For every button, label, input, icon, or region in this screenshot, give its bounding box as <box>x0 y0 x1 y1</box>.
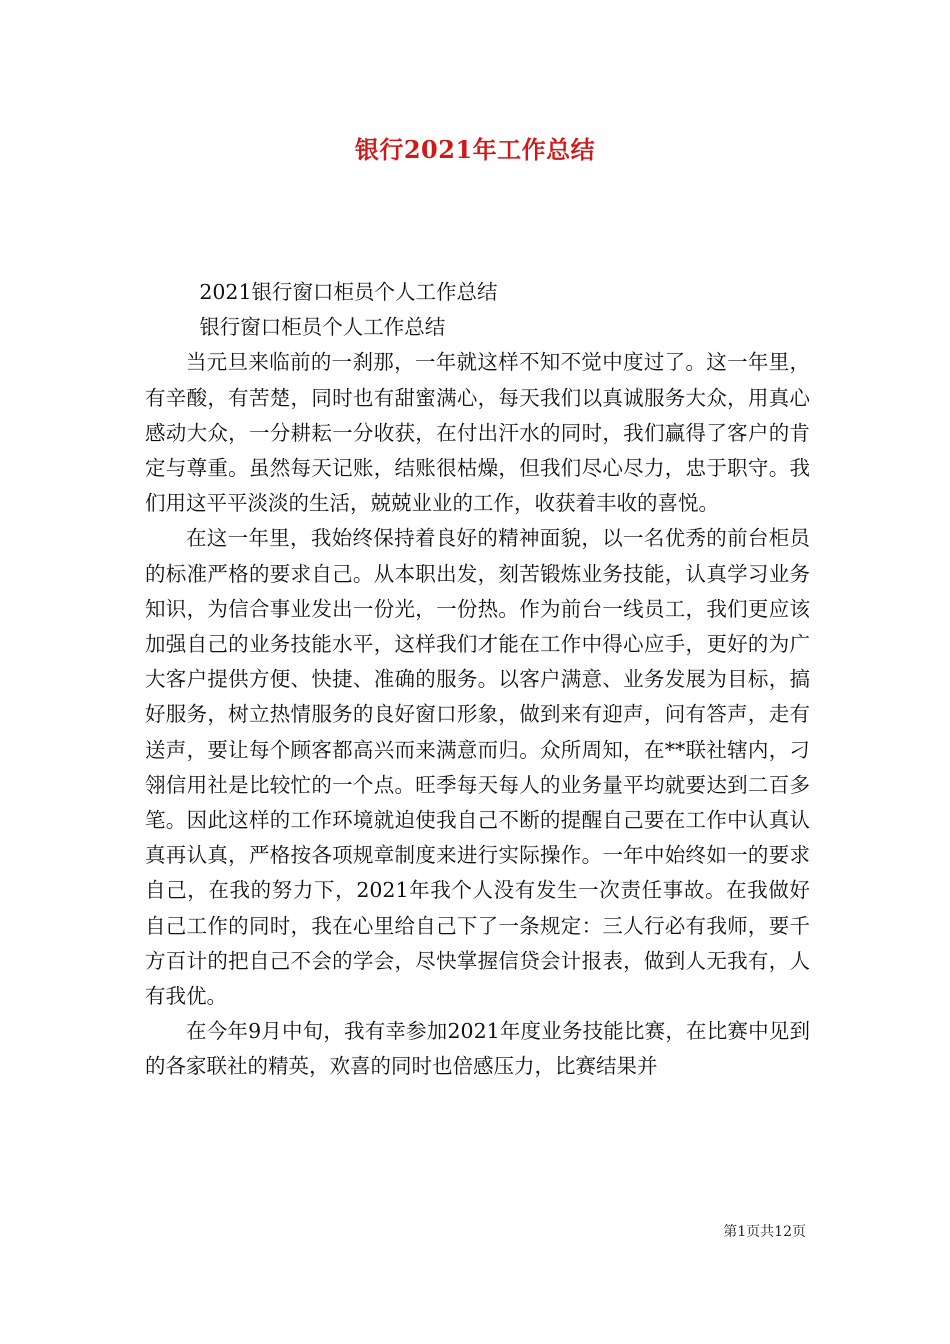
document-body <box>145 275 810 1085</box>
subtitle-line-1: 2021银行窗口柜员个人工作总结 <box>199 280 498 304</box>
paragraph-2: 在这一年里，我始终保持着良好的精神面貌，以一名优秀的前台柜员的标准严格的要求自己。从本职出发，刻苦锻炼业务技能，认真学习业务知识，为信合事业发出一份光，一份热。作为前台一线员工，我们更应该加强自己的业务技能水平，这样我们才能在工作中得心应手，更好的为广大客户提供方便、快捷、准确的服务。以客户满意、业务发展为目标，搞好服务，树立热情服务的良好窗口形象，做到来有迎声，问有答声，走有送声，要让每个顾客都高兴而来满意而归。众所周知，在**联社辖内，刁翎信用社是比较忙的一个点。旺季每天每人的业务量平均就要达到二百多笔。因此这样的工作环境就迫使我自己不断的提醒自己要在工作中认真认真再认真，严格按各项规章制度来进行实际操作。一年中始终如一的要求自己，在我的努力下，2021年我个人没有发生一次责任事故。在我做好自己工作的同时，我在心里给自己下了一条规定：三人行必有我师，要千方百计的把自己不会的学会，尽快掌握信贷会计报表，做到人无我有，人有我优。 <box>145 526 810 1009</box>
subtitle-line-2: 银行窗口柜员个人工作总结 <box>199 315 446 340</box>
paragraph-1: 当元旦来临前的一刹那，一年就这样不知不觉中度过了。这一年里，有辛酸，有苦楚，同时也有甜蜜满心，每天我们以真诚服务大众，用真心感动大众，一分耕耘一分收获，在付出汗水的同时，我们赢得了客户的肯定与尊重。虽然每天记账，结账很枯燥，但我们尽心尽力，忠于职守。我们用这平平淡淡的生活，兢兢业业的工作，收获着丰收的喜悦。 <box>145 350 810 516</box>
paragraph-3: 在今年9月中旬，我有幸参加2021年度业务技能比赛，在比赛中见到的各家联社的精英，欢喜的同时也倍感压力，比赛结果并 <box>145 1019 810 1079</box>
document-title: 银行2021年工作总结 <box>354 135 596 164</box>
page-number: 第1页共12页 <box>723 1224 806 1240</box>
